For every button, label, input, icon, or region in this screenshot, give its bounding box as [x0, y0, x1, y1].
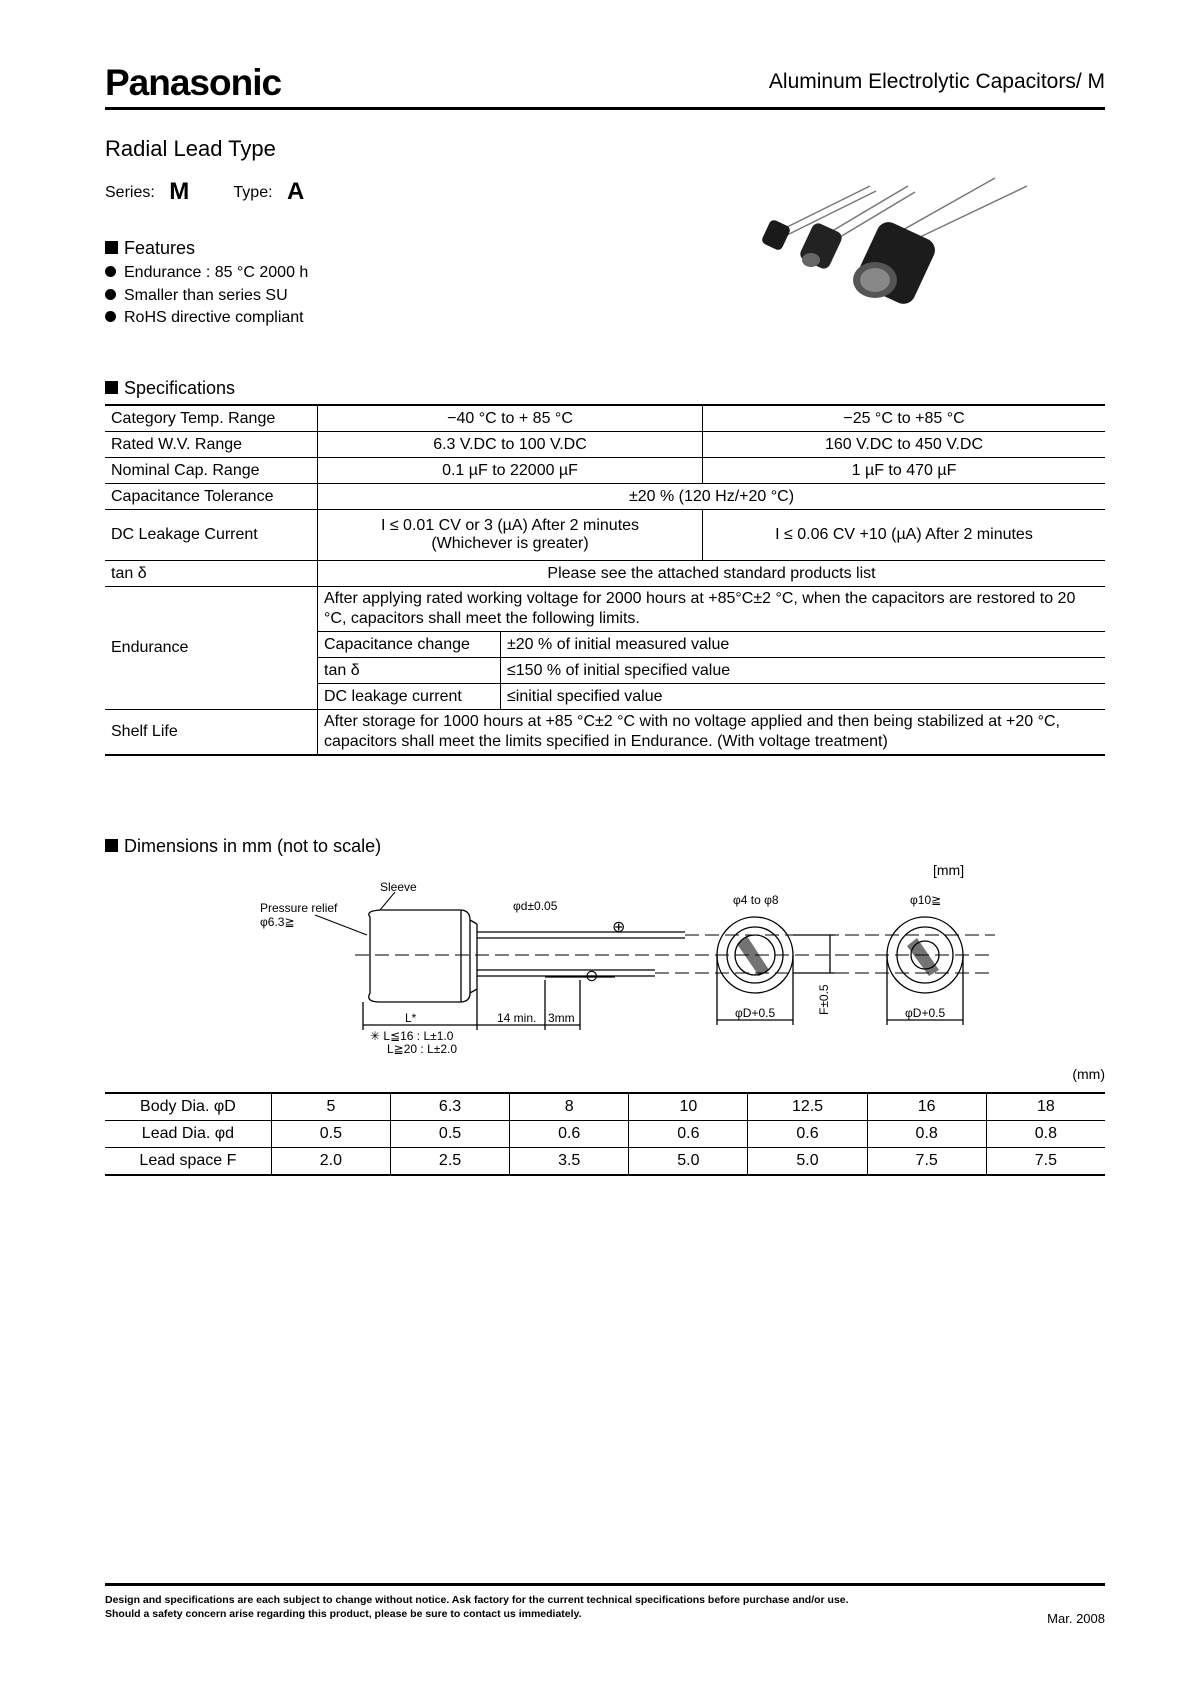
range-large-label: φ10≧: [910, 893, 942, 907]
spec-row-tolerance: [105, 484, 1105, 510]
dim-cell: 7.5: [867, 1148, 986, 1176]
product-photo: [755, 168, 1055, 308]
dim-label: Lead Dia. φd: [105, 1121, 271, 1148]
spec-value: 0.1 µF to 22000 µF: [318, 458, 703, 484]
capacitor-large: [853, 218, 939, 308]
bullet-dot-icon: [105, 266, 116, 277]
drawing-unit: [mm]: [933, 862, 965, 878]
lead-space-tolerance: F±0.5: [817, 984, 831, 1015]
spec-label: DC Leakage Current: [105, 510, 318, 561]
dim-cell: 0.8: [867, 1121, 986, 1148]
spec-row-wv: [105, 432, 1105, 458]
spec-label: Capacitance Tolerance: [105, 484, 318, 510]
diameter-tolerance-large: φD+0.5: [905, 1006, 946, 1020]
dim-cell: 0.6: [629, 1121, 748, 1148]
dim-row-body: [105, 1093, 1105, 1121]
dim-cell: 8: [510, 1093, 629, 1121]
length-note-1: ✳ L≦16 : L±1.0: [370, 1029, 454, 1043]
spec-value: −25 °C to +85 °C: [703, 405, 1106, 432]
spec-value-line: I ≤ 0.01 CV or 3 (µA) After 2 minutes: [380, 517, 640, 534]
dim-cell: 0.5: [390, 1121, 509, 1148]
dim-cell: 6.3: [390, 1093, 509, 1121]
spec-value: 6.3 V.DC to 100 V.DC: [318, 432, 703, 458]
endurance-limit: ±20 % of initial measured value: [501, 632, 1106, 658]
pressure-relief-label: Pressure relief: [260, 901, 338, 915]
minus-terminal-icon: ⊖: [585, 968, 599, 985]
feature-item: RoHS directive compliant: [105, 307, 308, 330]
dim-cell: 5: [271, 1093, 390, 1121]
spec-row-leakage: [105, 510, 1105, 561]
spec-value-line: (Whichever is greater): [431, 535, 589, 552]
spec-label: Endurance: [105, 587, 318, 710]
spec-value: ±20 % (120 Hz/+20 °C): [318, 484, 1106, 510]
dim-cell: 5.0: [629, 1148, 748, 1176]
dim-cell: 7.5: [986, 1148, 1105, 1176]
endurance-limit: ≤initial specified value: [501, 684, 1106, 710]
plus-terminal-icon: ⊕: [612, 919, 626, 936]
footer-date: Mar. 2008: [1047, 1611, 1105, 1626]
dim-cell: 10: [629, 1093, 748, 1121]
feature-item: Smaller than series SU: [105, 285, 308, 308]
spec-value: 160 V.DC to 450 V.DC: [703, 432, 1106, 458]
sleeve-label: Sleeve: [380, 880, 417, 894]
square-bullet-icon: [105, 381, 118, 394]
spec-row-temp: [105, 405, 1105, 432]
dim-row-lead: [105, 1121, 1105, 1148]
dim-label: Body Dia. φD: [105, 1093, 271, 1121]
spec-label: Category Temp. Range: [105, 405, 318, 432]
bullet-dot-icon: [105, 311, 116, 322]
feature-item: Endurance : 85 °C 2000 h: [105, 262, 308, 285]
specifications-table: [105, 404, 1105, 756]
spec-text: After storage for 1000 hours at +85 °C±2 °C with no voltage applied and then being stabilized at +20 °C, capacitors shall meet the limits specified in Endurance. (With voltage treatment): [318, 710, 1106, 756]
endurance-limit: ≤150 % of initial specified value: [501, 658, 1106, 684]
spec-label: tan δ: [105, 561, 318, 587]
disclaimer-line: Design and specifications are each subject to change without notice. Ask factory for the current technical specifications before purchase and/or use.: [105, 1594, 849, 1606]
type-label: Type:: [233, 184, 273, 201]
series-line: [105, 178, 304, 206]
length-label: L*: [405, 1011, 417, 1025]
footer-rule: [105, 1583, 1105, 1586]
bullet-dot-icon: [105, 289, 116, 300]
disclaimer-line: Should a safety concern arise regarding this product, please be sure to contact us immediately.: [105, 1608, 582, 1620]
dim-cell: 0.6: [748, 1121, 867, 1148]
footer-disclaimer: [105, 1593, 849, 1621]
capacitor-body-side: [369, 910, 470, 1002]
features-list: [105, 262, 308, 330]
dimension-drawing: [255, 880, 995, 1060]
dim-cell: 2.5: [390, 1148, 509, 1176]
specifications-heading: Specifications: [105, 378, 235, 399]
dim-label: Lead space F: [105, 1148, 271, 1176]
table-unit: (mm): [1072, 1066, 1105, 1082]
dimensions-heading: Dimensions in mm (not to scale): [105, 836, 381, 857]
spec-row-cap: [105, 458, 1105, 484]
endurance-item: tan δ: [318, 658, 501, 684]
dim-cell: 2.0: [271, 1148, 390, 1176]
dim-cell: 12.5: [748, 1093, 867, 1121]
capacitor-small: [761, 219, 792, 252]
endurance-item: Capacitance change: [318, 632, 501, 658]
header-rule: [105, 107, 1105, 110]
pressure-relief-size: φ6.3≧: [260, 915, 295, 929]
spec-value: I ≤ 0.06 CV +10 (µA) After 2 minutes: [703, 510, 1106, 561]
diameter-tolerance-small: φD+0.5: [735, 1006, 776, 1020]
dim-cell: 3.5: [510, 1148, 629, 1176]
spec-row-shelf: [105, 710, 1105, 756]
spec-value: Please see the attached standard products list: [318, 561, 1106, 587]
brand-logo: Panasonic: [105, 62, 282, 103]
dim-cell: 0.8: [986, 1121, 1105, 1148]
lead-min-label: 14 min.: [497, 1011, 537, 1025]
page-subtitle: Radial Lead Type: [105, 136, 276, 161]
spec-label: Nominal Cap. Range: [105, 458, 318, 484]
dim-cell: 18: [986, 1093, 1105, 1121]
three-mm-label: 3mm: [548, 1011, 575, 1025]
spec-value: [318, 510, 703, 561]
lead-diameter-tolerance: φd±0.05: [513, 899, 558, 913]
dim-cell: 5.0: [748, 1148, 867, 1176]
dim-cell: 0.5: [271, 1121, 390, 1148]
square-bullet-icon: [105, 839, 118, 852]
spec-row-endurance: [105, 587, 1105, 632]
spec-row-tan: [105, 561, 1105, 587]
document-title: Aluminum Electrolytic Capacitors/ M: [768, 70, 1105, 93]
spec-value: 1 µF to 470 µF: [703, 458, 1106, 484]
length-note-2: L≧20 : L±2.0: [387, 1042, 458, 1056]
range-small-label: φ4 to φ8: [733, 893, 779, 907]
dim-cell: 16: [867, 1093, 986, 1121]
dim-cell: 0.6: [510, 1121, 629, 1148]
spec-label: Rated W.V. Range: [105, 432, 318, 458]
series-value: M: [169, 178, 190, 205]
endurance-item: DC leakage current: [318, 684, 501, 710]
features-heading: Features: [105, 238, 195, 259]
series-label: Series:: [105, 184, 155, 201]
spec-label: Shelf Life: [105, 710, 318, 756]
spec-value: −40 °C to + 85 °C: [318, 405, 703, 432]
type-value: A: [287, 178, 305, 205]
square-bullet-icon: [105, 241, 118, 254]
spec-text: After applying rated working voltage for 2000 hours at +85°C±2 °C, when the capacitors are restored to 20 °C, capacitors shall meet the following limits.: [318, 587, 1106, 632]
dimensions-table: [105, 1092, 1105, 1176]
dim-row-space: [105, 1148, 1105, 1176]
